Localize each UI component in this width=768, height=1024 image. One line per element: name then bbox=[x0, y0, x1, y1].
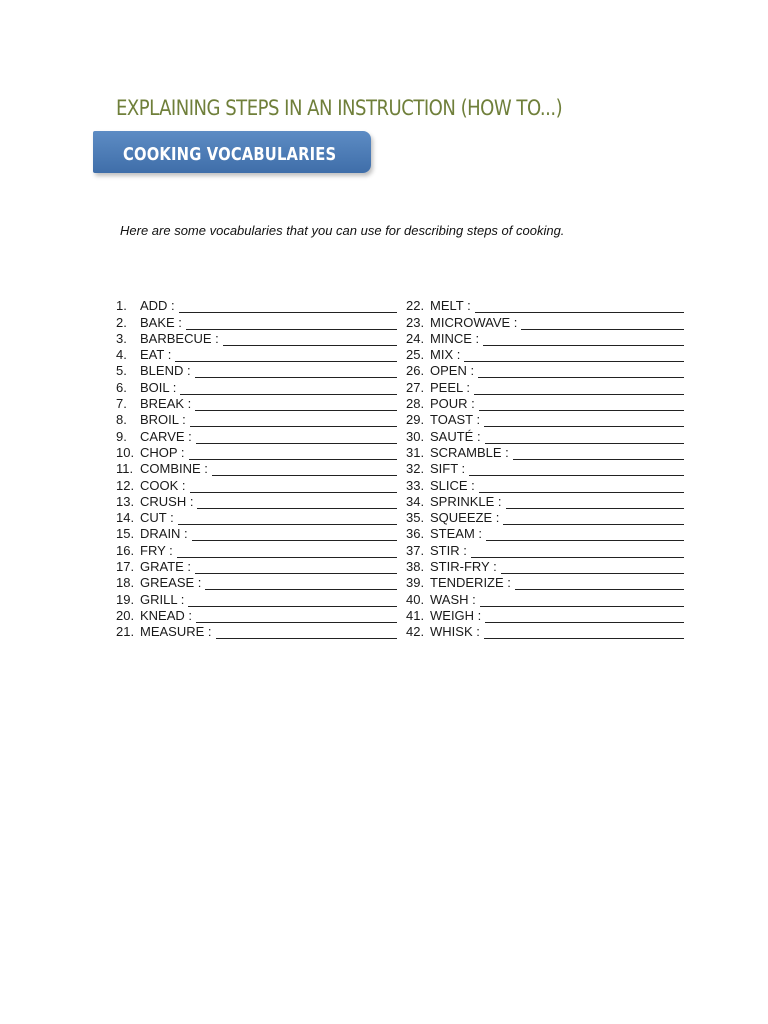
vocabulary-word: FRY : bbox=[140, 542, 173, 558]
item-number: 28. bbox=[406, 396, 425, 412]
answer-blank[interactable] bbox=[179, 300, 397, 313]
vocabulary-item bbox=[406, 427, 684, 443]
answer-blank[interactable] bbox=[515, 577, 684, 590]
answer-blank[interactable] bbox=[190, 480, 397, 493]
vocabulary-word: SIFT : bbox=[430, 461, 466, 477]
vocabulary-word: STIR : bbox=[430, 542, 467, 558]
vocabulary-word: CUT : bbox=[140, 510, 174, 526]
item-number: 7. bbox=[116, 396, 127, 412]
answer-blank[interactable] bbox=[196, 431, 397, 444]
vocabulary-item bbox=[116, 476, 397, 492]
answer-blank[interactable] bbox=[479, 480, 684, 493]
answer-blank[interactable] bbox=[189, 447, 397, 460]
vocabulary-word: GREASE : bbox=[140, 575, 202, 591]
item-number: 25. bbox=[406, 347, 425, 363]
vocabulary-word: CHOP : bbox=[140, 444, 185, 460]
vocabulary-item bbox=[406, 525, 684, 541]
vocabulary-item bbox=[406, 395, 684, 411]
vocabulary-word: SQUEEZE : bbox=[430, 510, 500, 526]
vocabulary-word: CARVE : bbox=[140, 428, 192, 444]
vocabulary-word: DRAIN : bbox=[140, 526, 188, 542]
vocabulary-item bbox=[406, 297, 684, 313]
vocabulary-item bbox=[406, 378, 684, 394]
item-number: 38. bbox=[406, 559, 425, 575]
answer-blank[interactable] bbox=[180, 382, 397, 395]
vocabulary-item bbox=[116, 444, 397, 460]
vocabulary-word: BARBECUE : bbox=[140, 330, 219, 346]
item-number: 4. bbox=[116, 347, 127, 363]
vocabulary-item bbox=[406, 444, 684, 460]
vocabulary-word: WASH : bbox=[430, 591, 476, 607]
vocabulary-word: BAKE : bbox=[140, 314, 182, 330]
answer-blank[interactable] bbox=[483, 333, 684, 346]
answer-blank[interactable] bbox=[195, 398, 397, 411]
answer-blank[interactable] bbox=[223, 333, 397, 346]
item-number: 14. bbox=[116, 510, 135, 526]
item-number: 21. bbox=[116, 624, 135, 640]
vocabulary-word: POUR : bbox=[430, 396, 475, 412]
vocabulary-item bbox=[116, 330, 397, 346]
answer-blank[interactable] bbox=[216, 626, 397, 639]
vocabulary-item bbox=[116, 607, 397, 623]
vocabulary-item bbox=[116, 297, 397, 313]
item-number: 8. bbox=[116, 412, 127, 428]
item-number: 3. bbox=[116, 330, 127, 346]
vocabulary-word: SAUTÉ : bbox=[430, 428, 481, 444]
answer-blank[interactable] bbox=[212, 463, 397, 476]
item-number: 35. bbox=[406, 510, 425, 526]
vocabulary-item bbox=[116, 525, 397, 541]
vocabulary-item bbox=[116, 509, 397, 525]
vocabulary-item bbox=[116, 623, 397, 639]
vocabulary-word: COOK : bbox=[140, 477, 186, 493]
answer-blank[interactable] bbox=[513, 447, 684, 460]
item-number: 37. bbox=[406, 542, 425, 558]
vocabulary-word: MELT : bbox=[430, 298, 471, 314]
item-number: 39. bbox=[406, 575, 425, 591]
answer-blank[interactable] bbox=[478, 365, 684, 378]
item-number: 16. bbox=[116, 542, 135, 558]
vocabulary-word: GRATE : bbox=[140, 559, 192, 575]
vocabulary-item bbox=[116, 460, 397, 476]
item-number: 17. bbox=[116, 559, 135, 575]
vocabulary-item bbox=[116, 411, 397, 427]
item-number: 31. bbox=[406, 444, 425, 460]
item-number: 9. bbox=[116, 428, 127, 444]
vocabulary-item bbox=[406, 607, 684, 623]
vocabulary-word: COMBINE : bbox=[140, 461, 208, 477]
answer-blank[interactable] bbox=[186, 317, 397, 330]
vocabulary-item bbox=[406, 509, 684, 525]
vocabulary-list-right bbox=[406, 297, 684, 639]
vocabulary-word: SCRAMBLE : bbox=[430, 444, 509, 460]
item-number: 2. bbox=[116, 314, 127, 330]
answer-blank[interactable] bbox=[506, 496, 684, 509]
answer-blank[interactable] bbox=[479, 398, 684, 411]
page-title: EXPLAINING STEPS IN AN INSTRUCTION (HOW TO...) bbox=[116, 96, 563, 120]
answer-blank[interactable] bbox=[196, 610, 397, 623]
answer-blank[interactable] bbox=[190, 414, 397, 427]
item-number: 42. bbox=[406, 624, 425, 640]
vocabulary-item bbox=[406, 476, 684, 492]
answer-blank[interactable] bbox=[464, 349, 684, 362]
vocabulary-word: BREAK : bbox=[140, 396, 192, 412]
vocabulary-item bbox=[406, 541, 684, 557]
answer-blank[interactable] bbox=[503, 512, 684, 525]
vocabulary-word: CRUSH : bbox=[140, 493, 194, 509]
item-number: 13. bbox=[116, 493, 135, 509]
item-number: 26. bbox=[406, 363, 425, 379]
vocabulary-word: STEAM : bbox=[430, 526, 483, 542]
item-number: 30. bbox=[406, 428, 425, 444]
vocabulary-item bbox=[406, 313, 684, 329]
answer-blank[interactable] bbox=[205, 577, 397, 590]
vocabulary-item bbox=[406, 623, 684, 639]
item-number: 11. bbox=[116, 461, 134, 477]
vocabulary-item bbox=[406, 590, 684, 606]
vocabulary-word: BROIL : bbox=[140, 412, 186, 428]
vocabulary-item bbox=[116, 362, 397, 378]
vocabulary-item bbox=[116, 378, 397, 394]
vocabulary-word: WHISK : bbox=[430, 624, 480, 640]
answer-blank[interactable] bbox=[521, 317, 684, 330]
vocabulary-word: PEEL : bbox=[430, 379, 470, 395]
vocabulary-item bbox=[116, 313, 397, 329]
answer-blank[interactable] bbox=[178, 512, 397, 525]
answer-blank[interactable] bbox=[480, 594, 684, 607]
vocabulary-word: ADD : bbox=[140, 298, 175, 314]
answer-blank[interactable] bbox=[195, 365, 397, 378]
vocabulary-item bbox=[406, 362, 684, 378]
vocabulary-item bbox=[406, 574, 684, 590]
vocabulary-word: BOIL : bbox=[140, 379, 177, 395]
vocabulary-word: TOAST : bbox=[430, 412, 481, 428]
vocabulary-word: SLICE : bbox=[430, 477, 475, 493]
item-number: 12. bbox=[116, 477, 135, 493]
vocabulary-word: KNEAD : bbox=[140, 607, 193, 623]
vocabulary-item bbox=[116, 395, 397, 411]
answer-blank[interactable] bbox=[485, 431, 684, 444]
answer-blank[interactable] bbox=[475, 300, 684, 313]
answer-blank[interactable] bbox=[471, 545, 684, 558]
vocabulary-word: MIX : bbox=[430, 347, 461, 363]
item-number: 36. bbox=[406, 526, 425, 542]
vocabulary-word: WEIGH : bbox=[430, 607, 482, 623]
item-number: 20. bbox=[116, 607, 135, 623]
vocabulary-word: MINCE : bbox=[430, 330, 480, 346]
vocabulary-item bbox=[116, 427, 397, 443]
answer-blank[interactable] bbox=[484, 626, 684, 639]
answer-blank[interactable] bbox=[195, 561, 397, 574]
answer-blank[interactable] bbox=[469, 463, 684, 476]
vocabulary-item bbox=[116, 590, 397, 606]
item-number: 10. bbox=[116, 444, 135, 460]
section-banner bbox=[93, 131, 371, 173]
answer-blank[interactable] bbox=[474, 382, 684, 395]
vocabulary-item bbox=[406, 411, 684, 427]
vocabulary-list-left bbox=[116, 297, 397, 639]
answer-blank[interactable] bbox=[175, 349, 397, 362]
vocabulary-item bbox=[406, 493, 684, 509]
vocabulary-item bbox=[116, 346, 397, 362]
vocabulary-word: SPRINKLE : bbox=[430, 493, 502, 509]
answer-blank[interactable] bbox=[501, 561, 684, 574]
vocabulary-word: TENDERIZE : bbox=[430, 575, 511, 591]
item-number: 19. bbox=[116, 591, 135, 607]
item-number: 18. bbox=[116, 575, 135, 591]
answer-blank[interactable] bbox=[486, 528, 684, 541]
vocabulary-word: MICROWAVE : bbox=[430, 314, 518, 330]
item-number: 34. bbox=[406, 493, 425, 509]
answer-blank[interactable] bbox=[177, 545, 397, 558]
item-number: 5. bbox=[116, 363, 127, 379]
vocabulary-item bbox=[406, 558, 684, 574]
intro-text: Here are some vocabularies that you can use for describing steps of cooking. bbox=[120, 223, 565, 238]
item-number: 6. bbox=[116, 379, 127, 395]
vocabulary-word: MEASURE : bbox=[140, 624, 212, 640]
answer-blank[interactable] bbox=[485, 610, 684, 623]
vocabulary-item bbox=[116, 558, 397, 574]
vocabulary-item bbox=[406, 346, 684, 362]
item-number: 41. bbox=[406, 607, 425, 623]
item-number: 24. bbox=[406, 330, 425, 346]
vocabulary-item bbox=[116, 574, 397, 590]
item-number: 32. bbox=[406, 461, 425, 477]
item-number: 23. bbox=[406, 314, 425, 330]
item-number: 15. bbox=[116, 526, 135, 542]
vocabulary-item bbox=[406, 330, 684, 346]
vocabulary-word: BLEND : bbox=[140, 363, 191, 379]
item-number: 40. bbox=[406, 591, 425, 607]
item-number: 27. bbox=[406, 379, 425, 395]
item-number: 29. bbox=[406, 412, 425, 428]
vocabulary-word: GRILL : bbox=[140, 591, 185, 607]
answer-blank[interactable] bbox=[192, 528, 397, 541]
item-number: 33. bbox=[406, 477, 425, 493]
answer-blank[interactable] bbox=[197, 496, 397, 509]
vocabulary-item bbox=[116, 541, 397, 557]
vocabulary-word: STIR-FRY : bbox=[430, 559, 497, 575]
vocabulary-word: EAT : bbox=[140, 347, 172, 363]
banner-label: COOKING VOCABULARIES bbox=[123, 144, 337, 165]
answer-blank[interactable] bbox=[484, 414, 684, 427]
vocabulary-word: OPEN : bbox=[430, 363, 475, 379]
item-number: 22. bbox=[406, 298, 425, 314]
answer-blank[interactable] bbox=[188, 594, 397, 607]
item-number: 1. bbox=[116, 298, 127, 314]
vocabulary-item bbox=[116, 493, 397, 509]
vocabulary-item bbox=[406, 460, 684, 476]
